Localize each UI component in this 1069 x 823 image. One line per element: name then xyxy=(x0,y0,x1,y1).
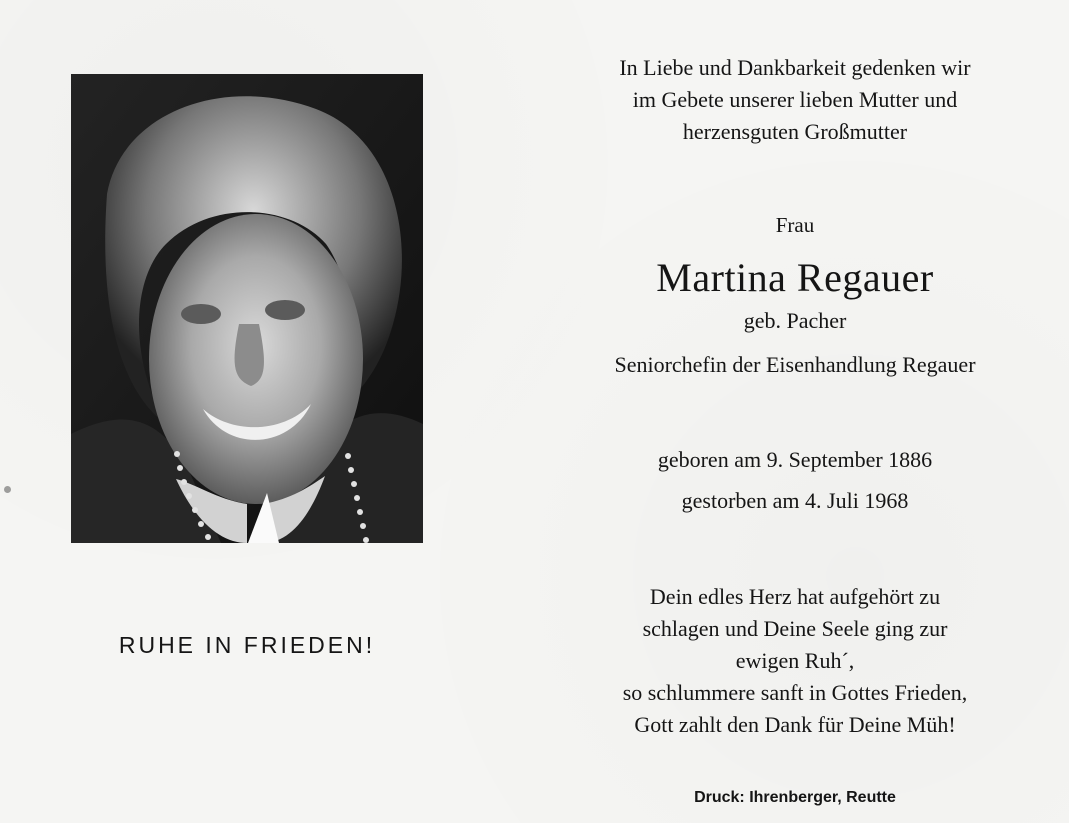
portrait-photo xyxy=(71,74,423,543)
paper-speck xyxy=(4,486,11,493)
printer-credit: Druck: Ihrenberger, Reutte xyxy=(694,789,896,806)
intro-line: herzensguten Großmutter xyxy=(682,119,908,144)
intro-line: im Gebete unserer lieben Mutter und xyxy=(632,87,958,112)
birth-date: geboren am 9. September 1886 xyxy=(657,447,933,472)
rest-in-peace-text: RUHE IN FRIEDEN! xyxy=(118,632,376,658)
poem-line: so schlummere sanft in Gottes Frieden, xyxy=(622,680,968,705)
memorial-poem xyxy=(560,581,1030,741)
intro-line: In Liebe und Dankbarkeit gedenken wir xyxy=(619,55,971,80)
poem-line: schlagen und Deine Seele ging zur xyxy=(642,616,948,641)
honorific: Frau xyxy=(775,213,815,237)
role-text: Seniorchefin der Eisenhandlung Regauer xyxy=(614,352,976,377)
poem-line: Gott zahlt den Dank für Deine Müh! xyxy=(634,712,956,737)
poem-line: Dein edles Herz hat aufgehört zu xyxy=(649,584,941,609)
poem-line: ewigen Ruh´, xyxy=(735,648,855,673)
maiden-name: geb. Pacher xyxy=(743,308,847,333)
intro-text xyxy=(560,52,1030,148)
deceased-name: Martina Regauer xyxy=(656,255,934,300)
death-date: gestorben am 4. Juli 1968 xyxy=(681,488,909,513)
